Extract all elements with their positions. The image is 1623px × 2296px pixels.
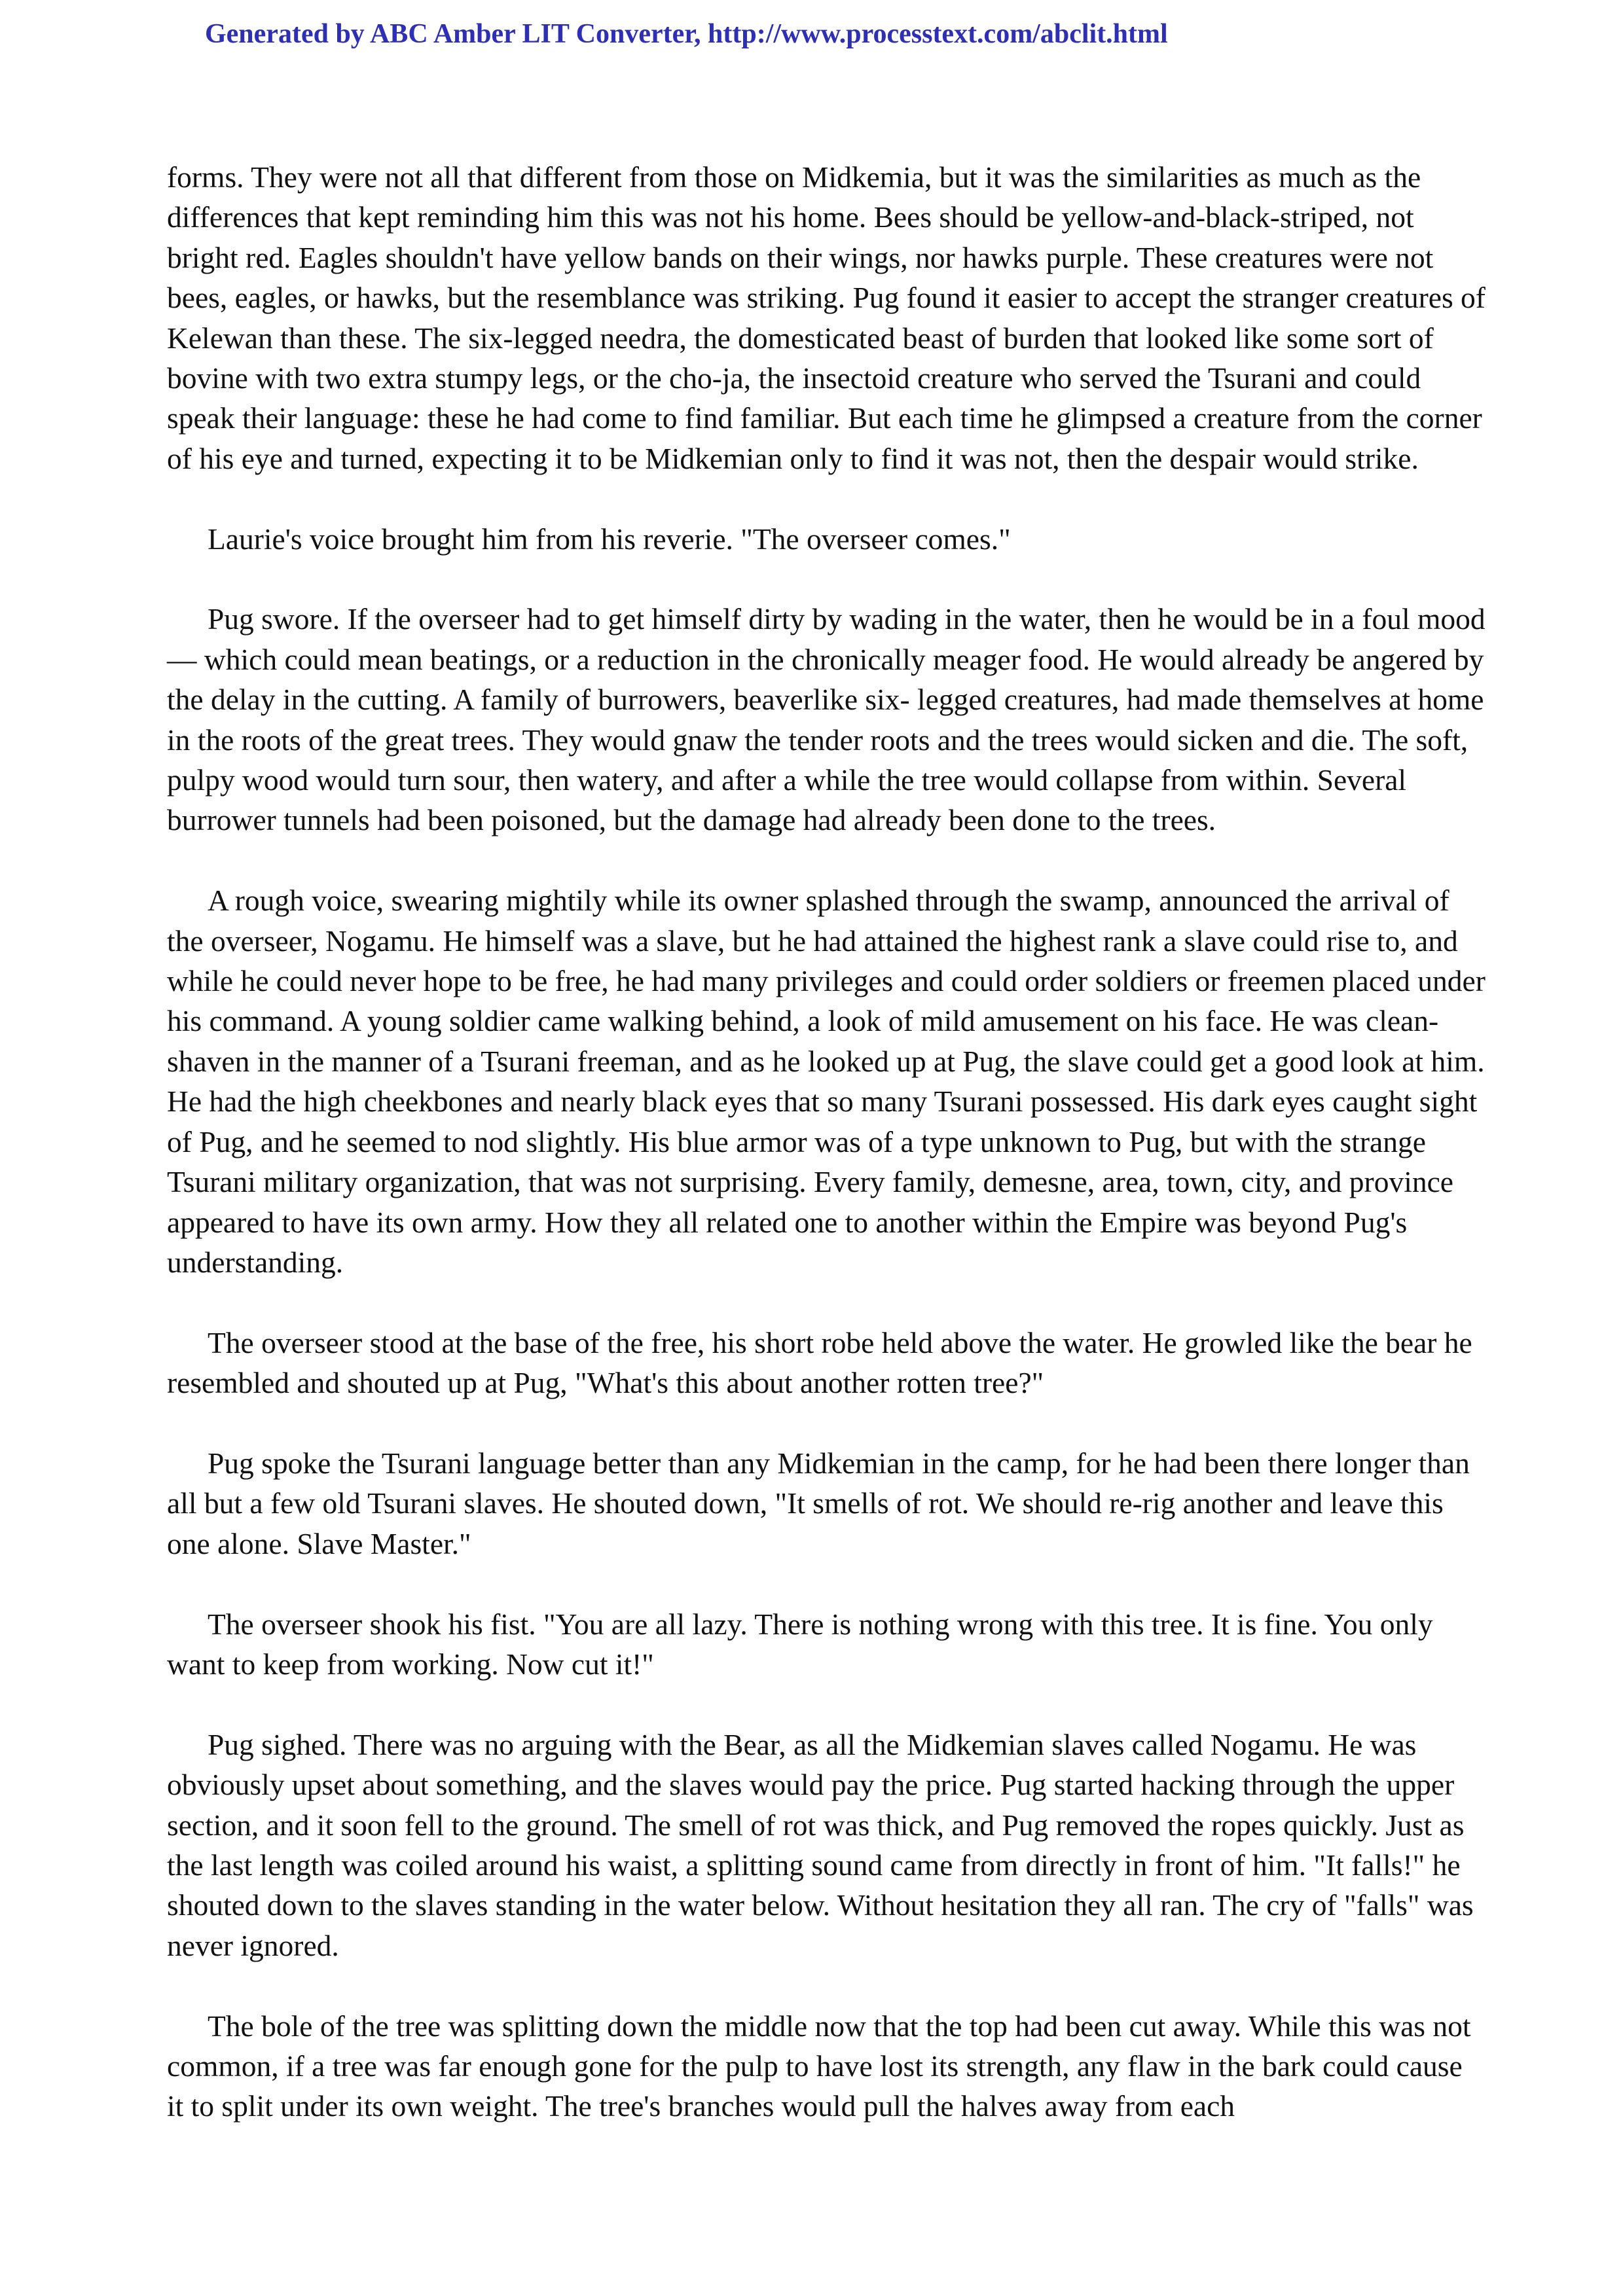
paragraph-5: The overseer stood at the base of the free, his short robe held above the water. He growled like the bear he resembled and shouted up at Pug, "What's this about another rotten tree?" bbox=[167, 1325, 1472, 1400]
generator-link[interactable]: Generated by ABC Amber LIT Converter, http://www.processtext.com/abclit.html bbox=[205, 19, 1168, 49]
paragraph-7: The overseer shook his fist. "You are all lazy. There is nothing wrong with this tree. It is fine. You only want to keep from working. Now cut it!" bbox=[167, 1607, 1433, 1681]
body-text bbox=[167, 157, 1486, 2126]
paragraph-6: Pug spoke the Tsurani language better than any Midkemian in the camp, for he had been there longer than all but a few old Tsurani slaves. He shouted down, "It smells of rot. We should re-rig another and leave this one alone. Slave Master." bbox=[167, 1446, 1470, 1560]
paragraph-9: The bole of the tree was splitting down the middle now that the top had been cut away. While this was not common, if a tree was far enough gone for the pulp to have lost its strength, any flaw in the bark could cause it to split under its own weight. The tree's branches would pull the halves away from each bbox=[167, 2009, 1471, 2123]
paragraph-2: Laurie's voice brought him from his reverie. "The overseer comes." bbox=[208, 522, 1011, 556]
paragraph-8: Pug sighed. There was no arguing with the Bear, as all the Midkemian slaves called Nogamu. He was obviously upset about something, and the slaves would pay the price. Pug started hacking through the upper section, and it soon fell to the ground. The smell of rot was thick, and Pug removed the ropes quickly. Just as the last length was coiled around his waist, a splitting sound came from directly in front of him. "It falls!" he shouted down to the slaves standing in the water below. Without hesitation they all ran. The cry of "falls" was never ignored. bbox=[167, 1727, 1474, 1962]
paragraph-3: Pug swore. If the overseer had to get himself dirty by wading in the water, then he would be in a foul mood— which could mean beatings, or a reduction in the chronically meager food. He would already be angered by the delay in the cutting. A family of burrowers, beaverlike six- legged creatures, had made themselves at home in the roots of the great trees. They would gnaw the tender roots and the trees would sicken and die. The soft, pulpy wood would turn sour, then watery, and after a while the tree would collapse from within. Several burrower tunnels had been poisoned, but the damage had already been done to the trees. bbox=[167, 602, 1486, 837]
paragraph-4: A rough voice, swearing mightily while its owner splashed through the swamp, announced the arrival of the overseer, Nogamu. He himself was a slave, but he had attained the highest rank a slave could rise to, and while he could never hope to be free, he had many privileges and could order soldiers or freemen placed under his command. A young soldier came walking behind, a look of mild amusement on his face. He was clean-shaven in the manner of a Tsurani freeman, and as he looked up at Pug, the slave could get a good look at him. He had the high cheekbones and nearly black eyes that so many Tsurani possessed. His dark eyes caught sight of Pug, and he seemed to nod slightly. His blue armor was of a type unknown to Pug, but with the strange Tsurani military organization, that was not surprising. Every family, demesne, area, town, city, and province appeared to have its own army. How they all related one to another within the Empire was beyond Pug's understanding. bbox=[167, 884, 1486, 1279]
paragraph-1: forms. They were not all that different from those on Midkemia, but it was the similarities as much as the differences that kept reminding him this was not his home. Bees should be yellow-and-black-striped, not bright red. Eagles shouldn't have yellow bands on their wings, nor hawks purple. These creatures were not bees, eagles, or hawks, but the resemblance was striking. Pug found it easier to accept the stranger creatures of Kelewan than these. The six-legged needra, the domesticated beast of burden that looked like some sort of bovine with two extra stumpy legs, or the cho-ja, the insectoid creature who served the Tsurani and could speak their language: these he had come to find familiar. But each time he glimpsed a creature from the corner of his eye and turned, expecting it to be Midkemian only to find it was not, then the despair would strike. bbox=[167, 160, 1486, 475]
